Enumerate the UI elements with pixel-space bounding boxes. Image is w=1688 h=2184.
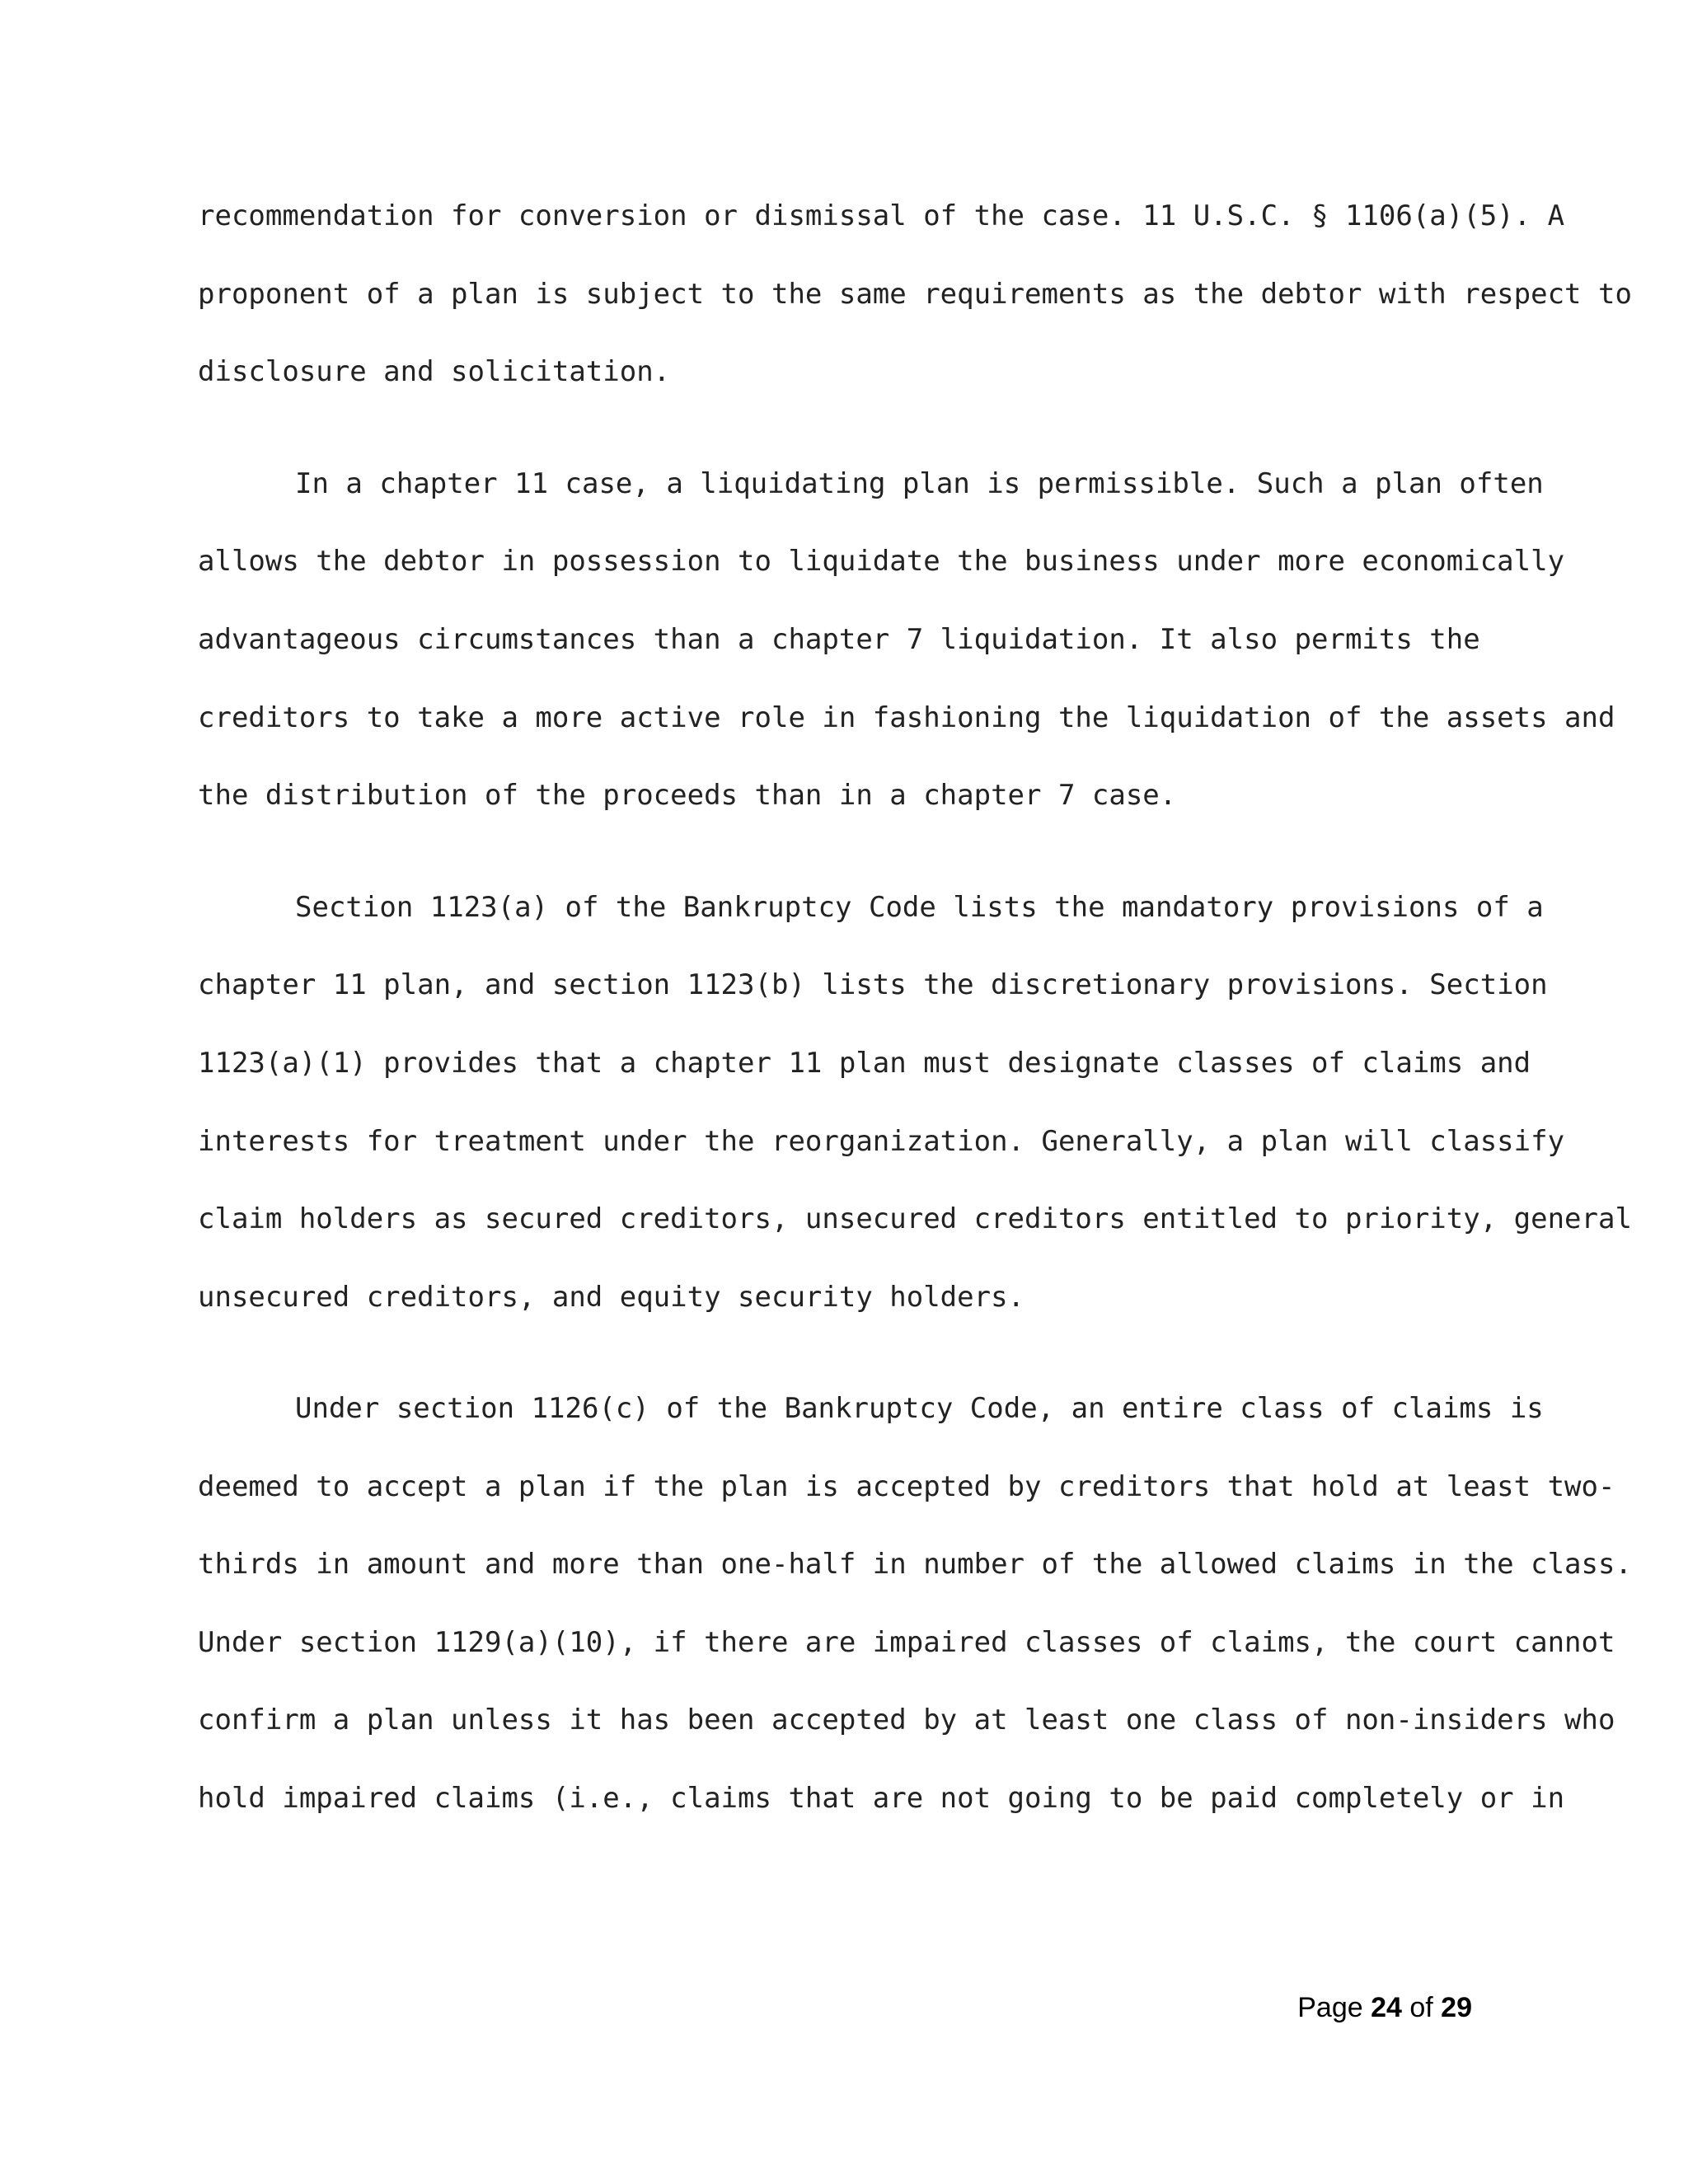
- paragraph-4-line-5: confirm a plan unless it has been accepted by at least one class of non-insiders who: [198, 1704, 1615, 1736]
- paragraph-3-line-4: interests for treatment under the reorganization. Generally, a plan will classify: [198, 1125, 1565, 1158]
- paragraph-4-line-3: thirds in amount and more than one-half in number of the allowed claims in the class.: [198, 1548, 1632, 1581]
- page-prefix: Page: [1297, 1992, 1372, 2023]
- paragraph-2-line-5: the distribution of the proceeds than in a chapter 7 case.: [198, 779, 1177, 812]
- paragraph-1-line-1: recommendation for conversion or dismissal of the case. 11 U.S.C. § 1106(a)(5). A: [198, 199, 1565, 232]
- total-page-count: 29: [1441, 1992, 1472, 2023]
- page-separator: of: [1401, 1992, 1442, 2023]
- paragraph-2-line-4: creditors to take a more active role in fashioning the liquidation of the assets and: [198, 701, 1615, 734]
- paragraph-4-line-2: deemed to accept a plan if the plan is accepted by creditors that hold at least two-: [198, 1470, 1615, 1503]
- paragraph-3-line-3: 1123(a)(1) provides that a chapter 11 plan must designate classes of claims and: [198, 1047, 1531, 1080]
- paragraph-4-line-4: Under section 1129(a)(10), if there are impaired classes of claims, the court cannot: [198, 1626, 1615, 1659]
- paragraph-2-line-1: In a chapter 11 case, a liquidating plan is permissible. Such a plan often: [295, 467, 1544, 500]
- paragraph-1-line-3: disclosure and solicitation.: [198, 355, 671, 388]
- paragraph-4-line-6: hold impaired claims (i.e., claims that are not going to be paid completely or in: [198, 1782, 1565, 1815]
- paragraph-4-line-1: Under section 1126(c) of the Bankruptcy Code, an entire class of claims is: [295, 1392, 1544, 1425]
- current-page-number: 24: [1371, 1992, 1402, 2023]
- paragraph-3-line-6: unsecured creditors, and equity security holders.: [198, 1281, 1025, 1314]
- paragraph-2-line-3: advantageous circumstances than a chapter 7 liquidation. It also permits the: [198, 623, 1480, 656]
- paragraph-2-line-2: allows the debtor in possession to liquidate the business under more economically: [198, 545, 1565, 578]
- paragraph-3-line-5: claim holders as secured creditors, unsecured creditors entitled to priority, general: [198, 1202, 1632, 1235]
- paragraph-1-line-2: proponent of a plan is subject to the same requirements as the debtor with respect to: [198, 278, 1632, 311]
- paragraph-3-line-1: Section 1123(a) of the Bankruptcy Code lists the mandatory provisions of a: [295, 891, 1544, 924]
- paragraph-3-line-2: chapter 11 plan, and section 1123(b) lists the discretionary provisions. Section: [198, 968, 1548, 1001]
- page-number-footer: [1297, 1988, 1472, 2027]
